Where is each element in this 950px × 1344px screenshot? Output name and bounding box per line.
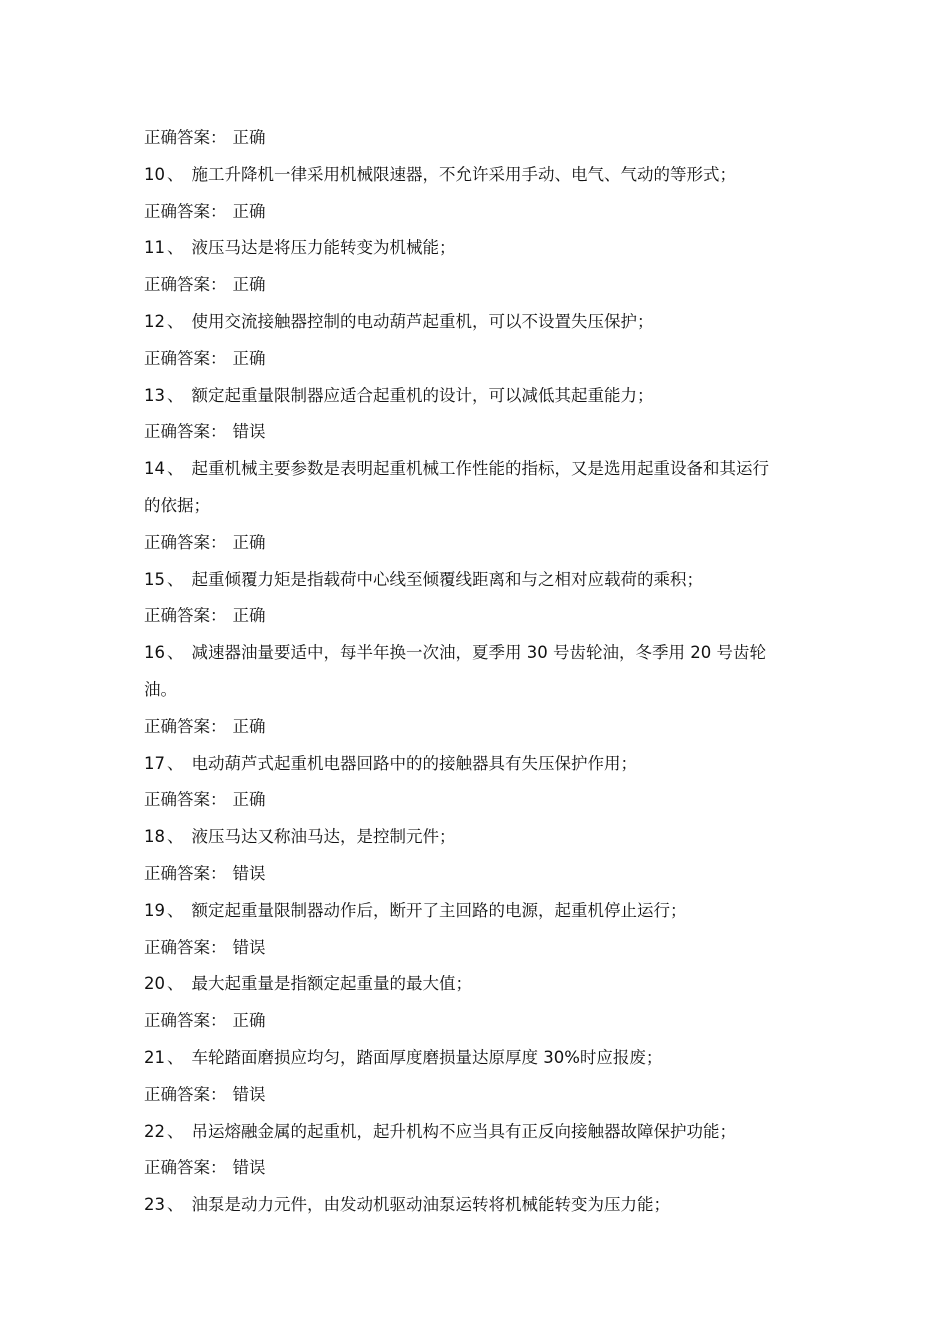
answer-label: 正确答案： [144, 201, 227, 221]
question-text: 车轮踏面磨损应均匀，踏面厚度磨损量达原厚度 30%时应报废； [191, 1047, 663, 1067]
answer-value: 正确 [232, 128, 266, 147]
answer-line [144, 341, 814, 378]
question-line [144, 157, 814, 194]
question-line [144, 451, 814, 488]
question-text: 起重倾覆力矩是指载荷中心线至倾覆线距离和与之相对应载荷的乘积； [191, 569, 703, 589]
question-continuation: 油。 [144, 679, 177, 699]
answer-label: 正确答案： [144, 716, 227, 736]
question-line [144, 230, 814, 267]
question-text: 液压马达又称油马达，是控制元件； [191, 827, 456, 847]
answer-label: 正确答案： [144, 1158, 227, 1178]
answer-value: 正确 [232, 1011, 266, 1031]
question-text: 额定起重量限制器动作后，断开了主回路的电源，起重机停止运行； [191, 900, 687, 920]
answer-label: 正确答案： [144, 937, 227, 957]
question-continuation: 的依据； [144, 495, 210, 515]
answer-label: 正确答案： [144, 128, 227, 147]
question-number: 10 [144, 164, 165, 184]
question-line [144, 1040, 814, 1077]
question-line [144, 304, 814, 341]
question-separator: 、 [167, 753, 184, 773]
answer-value: 正确 [232, 201, 266, 221]
answer-label: 正确答案： [144, 275, 227, 295]
question-line [144, 635, 814, 672]
question-line [144, 1114, 814, 1151]
answer-label: 正确答案： [144, 422, 227, 442]
answer-line [144, 1003, 814, 1040]
answer-label: 正确答案： [144, 790, 227, 810]
question-number: 11 [144, 238, 165, 258]
question-number: 22 [144, 1121, 165, 1141]
question-number: 21 [144, 1047, 165, 1067]
answer-value: 正确 [232, 790, 266, 810]
question-separator: 、 [167, 311, 184, 331]
answer-line [144, 856, 814, 893]
answer-label: 正确答案： [144, 1011, 227, 1031]
question-text: 油泵是动力元件，由发动机驱动油泵运转将机械能转变为压力能； [191, 1195, 670, 1215]
question-separator: 、 [167, 238, 184, 258]
answer-label: 正确答案： [144, 863, 227, 883]
answer-line [144, 414, 814, 451]
question-number: 20 [144, 974, 165, 994]
answer-value: 错误 [232, 1084, 266, 1104]
question-number: 13 [144, 385, 165, 405]
answer-value: 错误 [232, 1158, 266, 1178]
answer-value: 错误 [232, 937, 266, 957]
question-number: 12 [144, 311, 165, 331]
question-text: 最大起重量是指额定起重量的最大值； [191, 974, 472, 994]
question-separator: 、 [167, 164, 184, 184]
document-page [144, 120, 814, 1224]
question-separator: 、 [167, 459, 184, 479]
question-separator: 、 [167, 569, 184, 589]
answer-value: 正确 [232, 606, 266, 626]
answer-line [144, 782, 814, 819]
question-text: 液压马达是将压力能转变为机械能； [191, 238, 456, 258]
answer-value: 正确 [232, 716, 266, 736]
question-line [144, 819, 814, 856]
answer-value: 错误 [232, 422, 266, 442]
question-separator: 、 [167, 827, 184, 847]
question-separator: 、 [167, 1047, 184, 1067]
question-text: 使用交流接触器控制的电动葫芦起重机，可以不设置失压保护； [191, 311, 654, 331]
answer-value: 错误 [232, 863, 266, 883]
question-separator: 、 [167, 1195, 184, 1215]
question-number: 23 [144, 1195, 165, 1215]
question-line [144, 746, 814, 783]
answer-line [144, 1150, 814, 1187]
answer-line [144, 194, 814, 231]
answer-label: 正确答案： [144, 606, 227, 626]
answer-line [144, 120, 814, 157]
answer-value: 正确 [232, 348, 266, 368]
question-separator: 、 [167, 900, 184, 920]
question-separator: 、 [167, 643, 184, 663]
question-number: 18 [144, 827, 165, 847]
question-text: 施工升降机一律采用机械限速器，不允许采用手动、电气、气动的等形式； [191, 164, 736, 184]
question-line [144, 966, 814, 1003]
answer-label: 正确答案： [144, 348, 227, 368]
question-text: 吊运熔融金属的起重机，起升机构不应当具有正反向接触器故障保护功能； [191, 1121, 736, 1141]
answer-line [144, 525, 814, 562]
question-number: 17 [144, 753, 165, 773]
question-text: 起重机械主要参数是表明起重机械工作性能的指标，又是选用起重设备和其运行 [191, 459, 769, 479]
question-list [144, 157, 814, 1224]
question-separator: 、 [167, 974, 184, 994]
answer-label: 正确答案： [144, 1084, 227, 1104]
question-text: 额定起重量限制器应适合起重机的设计，可以减低其起重能力； [191, 385, 654, 405]
question-number: 16 [144, 643, 165, 663]
question-line [144, 893, 814, 930]
question-number: 19 [144, 900, 165, 920]
answer-value: 正确 [232, 275, 266, 295]
question-text: 电动葫芦式起重机电器回路中的的接触器具有失压保护作用； [191, 753, 637, 773]
answer-line [144, 930, 814, 967]
question-text: 减速器油量要适中，每半年换一次油，夏季用 30 号齿轮油，冬季用 20 号齿轮 [191, 643, 766, 663]
question-line [144, 378, 814, 415]
question-number: 15 [144, 569, 165, 589]
answer-value: 正确 [232, 532, 266, 552]
question-separator: 、 [167, 1121, 184, 1141]
answer-line [144, 598, 814, 635]
question-number: 14 [144, 459, 165, 479]
question-line [144, 562, 814, 599]
answer-line [144, 1077, 814, 1114]
answer-line [144, 709, 814, 746]
question-separator: 、 [167, 385, 184, 405]
question-line [144, 1187, 814, 1224]
answer-label: 正确答案： [144, 532, 227, 552]
answer-line [144, 267, 814, 304]
